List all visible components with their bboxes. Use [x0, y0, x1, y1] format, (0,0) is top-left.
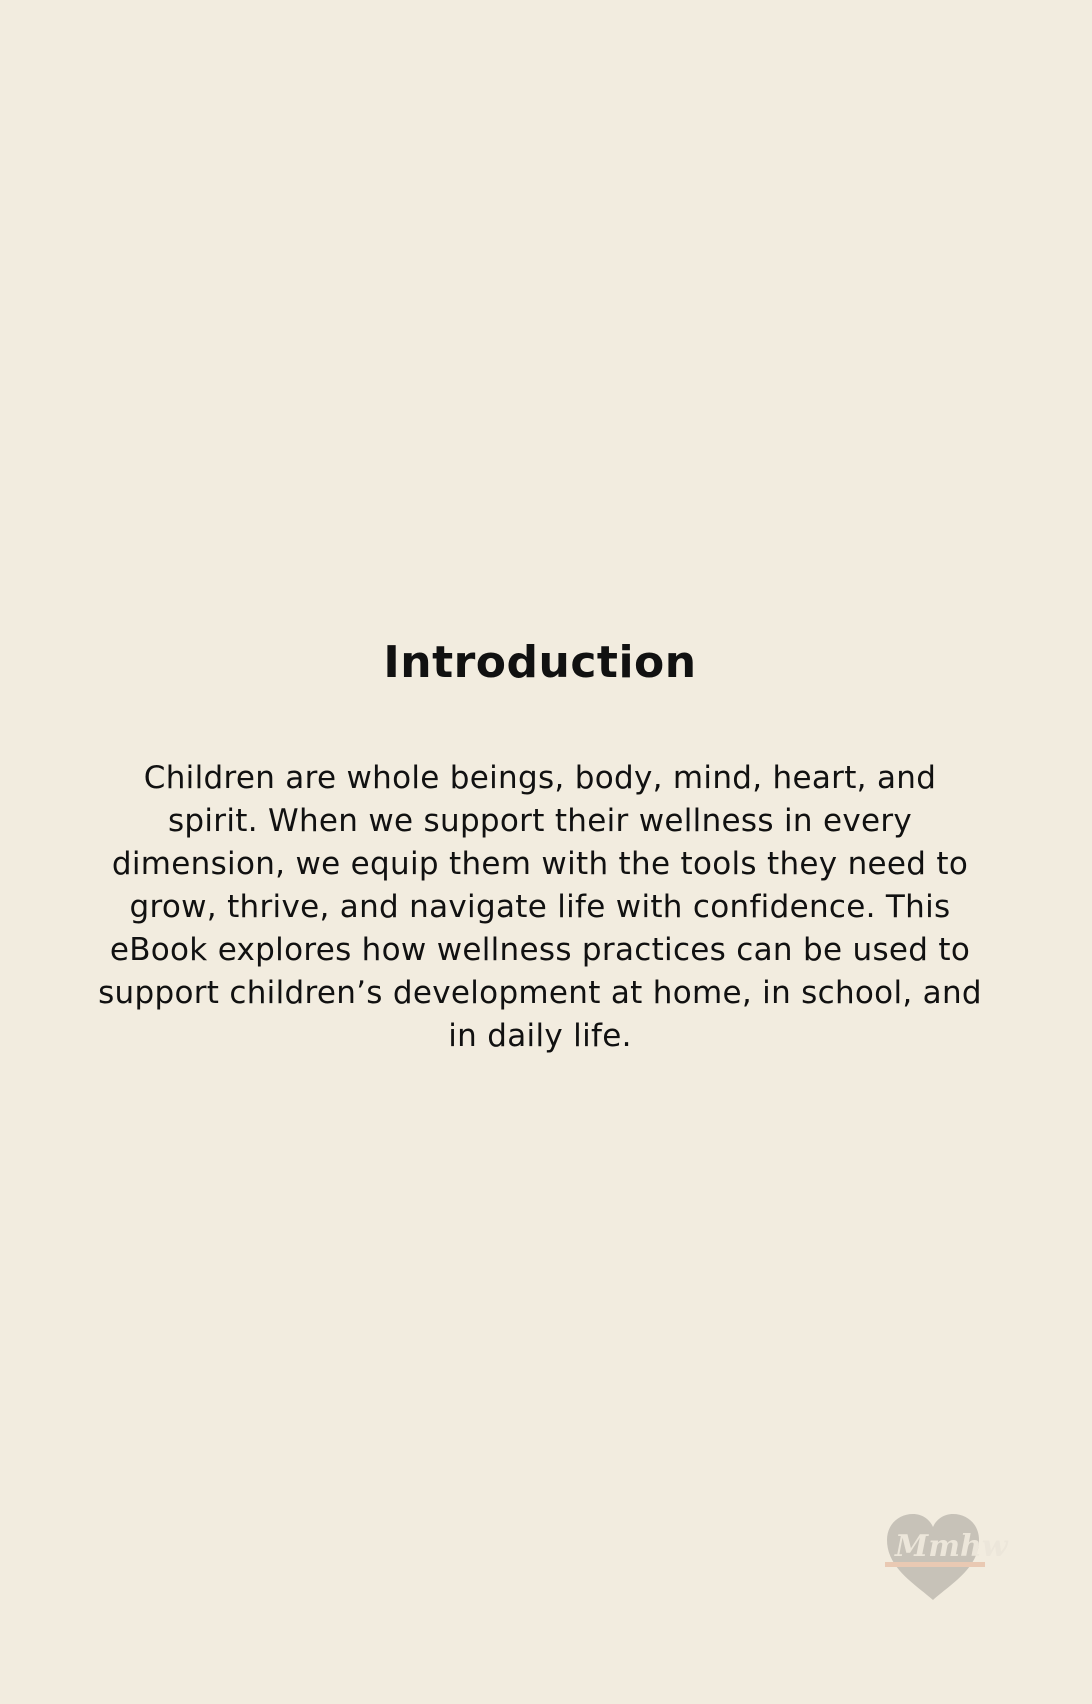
- intro-paragraph: Children are whole beings, body, mind, heart, and spirit. When we support their wellness in every dimension, we equip them with the tools they need to grow, thrive, and navigate life with confidence. This eBook explores how wellness practices can be used to support children’s development at home, in school, and in daily life.: [98, 760, 982, 1054]
- page-title: Introduction: [383, 637, 697, 688]
- logo-text: Mmhw: [895, 1529, 1008, 1564]
- heart-logo-icon: [885, 1512, 1008, 1602]
